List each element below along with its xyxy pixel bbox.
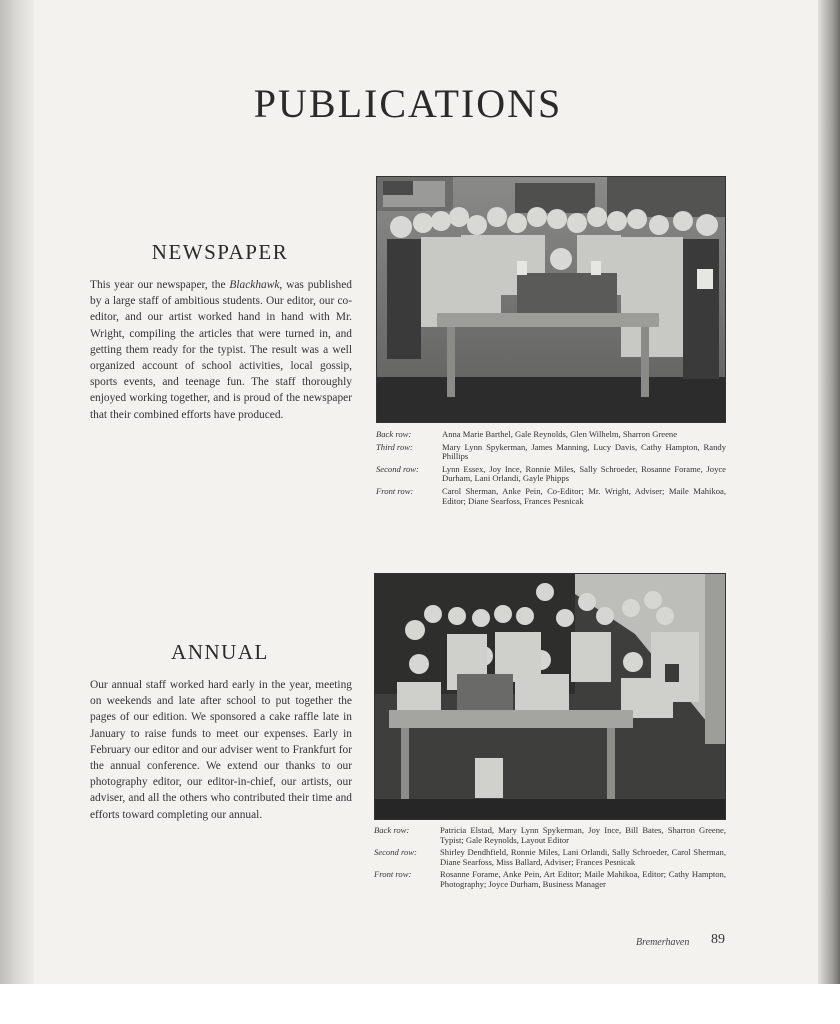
caption-names: Mary Lynn Spykerman, James Manning, Lucy Davis, Cathy Hampton, Randy Phillips [442,441,726,462]
caption-label: Back row: [374,825,410,835]
newspaper-text-part: This year our newspaper, the [90,279,230,291]
page-title: PUBLICATIONS [253,81,563,126]
caption-row [376,465,726,484]
newspaper-text-part: , was published by a large staff of ambitious students. Our editor, our co-editor, and our artist worked hand in hand with Mr. Wright, compiling the articles that were turned in, and getting them ready for the typist. The result was a well organized account of school activities, local gossip, sports events, and teenage fun. The staff thoroughly enjoyed working together, and is proud of the newspaper that their combined efforts have produced. [90,279,352,421]
newspaper-heading: NEWSPAPER [151,240,289,264]
annual-captions [374,826,726,893]
caption-names: Patricia Elstad, Mary Lynn Spykerman, Joy Ince, Bill Bates, Sharron Greene, Typist; Gale Reynolds, Layout Editor [440,825,726,845]
caption-names: Rosanne Forame, Anke Pein, Art Editor; Maile Mahikoa, Editor; Cathy Hampton, Photography; Joyce Durham, Business Manager [440,869,726,889]
newspaper-title-italic: Blackhawk [229,279,280,291]
caption-row [376,487,726,506]
caption-row [376,443,726,462]
newspaper-text [90,277,352,423]
caption-label: Front row: [376,485,414,496]
caption-names: Shirley Dendhfield, Ronnie Miles, Lani Orlandi, Sally Schroeder, Carol Sherman, Diane Searfoss, Miss Ballard, Adviser; Frances Pesnicak [440,847,726,867]
annual-text: Our annual staff worked hard early in the year, meeting on weekends and late after school to put together the pages of our edition. We sponsored a cake raffle late in January to raise funds to meet our expenses. Early in February our editor and our adviser went to Frankfurt for the annual conference. We extend our thanks to our photography editor, our editor-in-chief, our artists, our adviser, and all the others who contributed their time and efforts toward completing our annual. [90,679,352,821]
caption-label: Second row: [374,847,417,858]
caption-label: Second row: [376,463,419,474]
caption-row [376,430,726,440]
caption-label: Third row: [376,441,413,452]
page-binding-right [818,0,840,984]
caption-names: Lynn Essex, Joy Ince, Ronnie Miles, Sally Schroeder, Rosanne Forame, Joyce Durham, Lani Orlandi, Gayle Phipps [442,463,726,484]
page-number: 89 [711,932,725,947]
annual-staff-photo [374,573,726,820]
footer-place: Bremerhaven [636,937,690,948]
caption-row [374,848,726,867]
caption-label: Back row: [376,429,412,439]
newspaper-staff-photo [376,176,726,423]
caption-row [374,826,726,845]
caption-row [374,870,726,889]
caption-names: Anna Marie Barthel, Gale Reynolds, Glen Wilhelm, Sharron Greene [442,429,678,439]
annual-heading: ANNUAL [171,640,269,664]
page-binding-left [0,0,34,984]
caption-label: Front row: [374,869,412,880]
newspaper-captions [376,430,726,509]
caption-names: Carol Sherman, Anke Pein, Co-Editor; Mr. Wright, Adviser; Maile Mahikoa, Editor; Diane Searfoss, Frances Pesnicak [442,485,726,506]
